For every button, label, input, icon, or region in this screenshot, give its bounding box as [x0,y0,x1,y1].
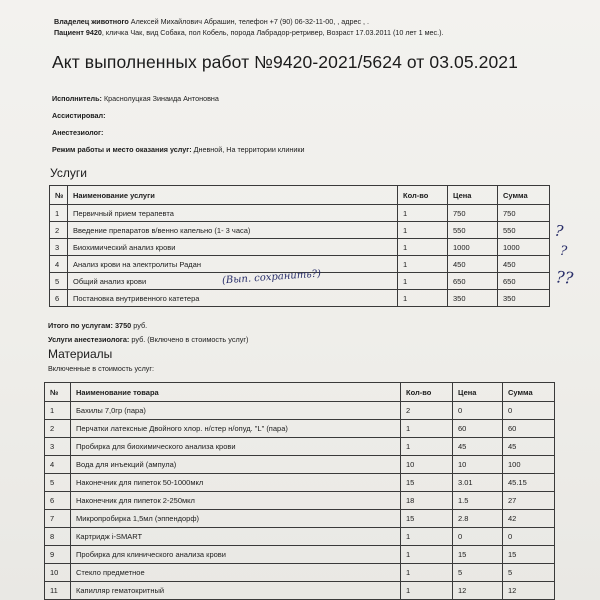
total-label: Итого по услугам: [48,321,113,330]
cell-sum: 350 [498,290,550,307]
col-name: Наименование услуги [68,186,398,205]
executor-line [52,90,305,107]
patient-value: , кличка Чак, вид Собака, пол Кобель, порода Лабрадор-ретривер, Возраст 17.03.2011 (10 лет 1 мес.). [101,28,444,37]
materials-table [44,382,555,600]
cell-num: 11 [45,582,71,600]
col-price: Цена [448,186,498,205]
cell-qty: 1 [401,438,453,456]
cell-qty: 1 [398,205,448,222]
cell-num: 9 [45,546,71,564]
cell-price: 5 [453,564,503,582]
handwritten-question-2: ? [559,243,568,260]
cell-qty: 1 [401,528,453,546]
table-row [45,528,555,546]
cell-sum: 550 [498,222,550,239]
anesth-total-label: Услуги анестезиолога: [48,335,130,344]
cell-sum: 450 [498,256,550,273]
cell-price: 0 [453,402,503,420]
table-row [45,546,555,564]
cell-price: 15 [453,546,503,564]
anesth-total-value: руб. (Включено в стоимость услуг) [131,335,249,344]
cell-sum: 42 [503,510,555,528]
cell-name: Пробирка для клинического анализа крови [71,546,401,564]
cell-name: Пробирка для биохимического анализа крови [71,438,401,456]
anesth-line [52,124,305,141]
cell-sum: 750 [498,205,550,222]
cell-sum: 5 [503,564,555,582]
cell-price: 10 [453,456,503,474]
table-row [50,222,550,239]
cell-num: 4 [50,256,68,273]
patient-line [54,27,444,38]
cell-qty: 1 [398,290,448,307]
cell-num: 2 [50,222,68,239]
cell-num: 6 [50,290,68,307]
cell-sum: 0 [503,402,555,420]
table-row [45,420,555,438]
executor-value: Краснолуцкая Зинаида Антоновна [103,94,219,103]
cell-sum: 60 [503,420,555,438]
cell-name: Наконечник для пипеток 2-250мкл [71,492,401,510]
anesth-total-line [48,333,248,347]
col-num: № [50,186,68,205]
table-row [50,239,550,256]
services-table [49,185,550,307]
cell-num: 2 [45,420,71,438]
cell-qty: 15 [401,474,453,492]
mode-line [52,141,305,158]
cell-name: Постановка внутривенного катетера [68,290,398,307]
cell-qty: 1 [401,582,453,600]
cell-price: 350 [448,290,498,307]
cell-sum: 15 [503,546,555,564]
handwritten-note: (Вып. сохранить?) [221,268,322,287]
cell-price: 12 [453,582,503,600]
cell-qty: 1 [398,222,448,239]
total-unit: руб. [133,321,148,330]
table-row [45,474,555,492]
cell-price: 550 [448,222,498,239]
col-name: Наименование товара [71,383,401,402]
cell-num: 6 [45,492,71,510]
patient-label: Пациент 9420 [54,28,102,37]
cell-qty: 1 [401,546,453,564]
services-total-line [48,319,248,333]
cell-sum: 45 [503,438,555,456]
cell-name: Бахилы 7,0гр (пара) [71,402,401,420]
cell-num: 1 [45,402,71,420]
cell-qty: 1 [398,256,448,273]
cell-price: 45 [453,438,503,456]
cell-sum: 27 [503,492,555,510]
executor-label: Исполнитель: [52,94,102,103]
cell-num: 3 [45,438,71,456]
handwritten-question-1: ? [553,221,565,241]
services-header-row [50,186,550,205]
cell-name: Капилляр гематокритный [71,582,401,600]
col-sum: Сумма [498,186,550,205]
col-sum: Сумма [503,383,555,402]
cell-qty: 1 [401,420,453,438]
table-row [45,564,555,582]
cell-name: Анализ крови на электролиты Радан [68,256,398,273]
materials-subtitle: Включенные в стоимость услуг: [48,364,154,373]
cell-name: Стекло предметное [71,564,401,582]
materials-heading: Материалы [48,347,113,361]
cell-qty: 2 [401,402,453,420]
assistant-line [52,107,305,124]
cell-num: 7 [45,510,71,528]
cell-price: 2.8 [453,510,503,528]
cell-name: Биохимический анализ крови [68,239,398,256]
table-row [45,492,555,510]
cell-price: 1.5 [453,492,503,510]
assistant-label: Ассистировал: [52,111,106,120]
owner-label: Владелец животного [54,17,129,26]
cell-sum: 100 [503,456,555,474]
total-value: 3750 [115,321,132,330]
cell-price: 450 [448,256,498,273]
table-row [45,438,555,456]
cell-name: Микропробирка 1,5мл (эппендорф) [71,510,401,528]
col-qty: Кол-во [401,383,453,402]
cell-qty: 10 [401,456,453,474]
cell-name: Вода для инъекций (ампула) [71,456,401,474]
cell-sum: 0 [503,528,555,546]
handwritten-question-3: ?? [555,267,574,288]
cell-num: 3 [50,239,68,256]
cell-price: 750 [448,205,498,222]
cell-num: 1 [50,205,68,222]
cell-sum: 45.15 [503,474,555,492]
col-qty: Кол-во [398,186,448,205]
document-title: Акт выполненных работ №9420-2021/5624 от 03.05.2021 [52,52,518,72]
cell-qty: 1 [398,239,448,256]
anesth-label: Анестезиолог: [52,128,104,137]
cell-num: 8 [45,528,71,546]
cell-qty: 18 [401,492,453,510]
cell-qty: 1 [401,564,453,582]
owner-value: Алексей Михайлович Абрашин, телефон +7 (90) 06-32-11-00, , адрес , . [130,17,370,26]
table-row [45,402,555,420]
services-heading: Услуги [50,166,87,180]
owner-line [54,16,444,27]
table-row [45,456,555,474]
cell-price: 0 [453,528,503,546]
cell-price: 3.01 [453,474,503,492]
meta-block [52,90,305,158]
cell-name: Первичный прием терапевта [68,205,398,222]
table-row [50,205,550,222]
cell-num: 10 [45,564,71,582]
cell-qty: 15 [401,510,453,528]
cell-sum: 650 [498,273,550,290]
materials-header-row [45,383,555,402]
cell-sum: 12 [503,582,555,600]
cell-name: Общий анализ крови [68,273,398,290]
cell-num: 5 [45,474,71,492]
cell-num: 4 [45,456,71,474]
cell-qty: 1 [398,273,448,290]
cell-price: 60 [453,420,503,438]
cell-name: Наконечник для пипеток 50-1000мкл [71,474,401,492]
table-row [45,582,555,600]
cell-name: Перчатки латексные Двойного хлор. н/стер н/опуд. "L" (пара) [71,420,401,438]
cell-name: Картридж i-SMART [71,528,401,546]
services-totals [48,319,248,347]
mode-label: Режим работы и место оказания услуг: [52,145,192,154]
table-row [45,510,555,528]
table-row [50,290,550,307]
cell-price: 650 [448,273,498,290]
mode-value: Дневной, На территории клиники [193,145,305,154]
col-num: № [45,383,71,402]
cell-name: Введение препаратов в/венно капельно (1- 3 часа) [68,222,398,239]
cell-price: 1000 [448,239,498,256]
cell-num: 5 [50,273,68,290]
cell-sum: 1000 [498,239,550,256]
col-price: Цена [453,383,503,402]
owner-block [54,16,444,38]
